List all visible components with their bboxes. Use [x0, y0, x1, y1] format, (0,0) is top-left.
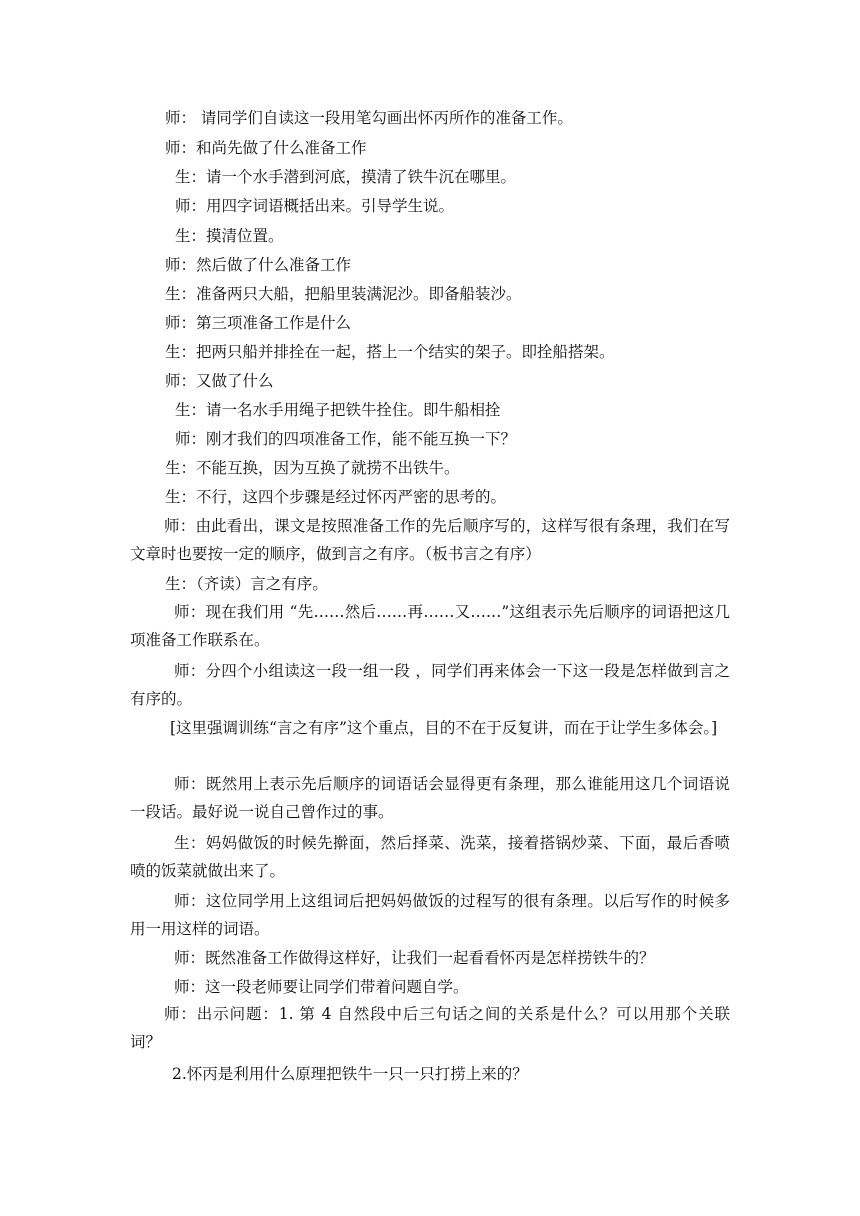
- paragraph: 生：准备两只大船，把船里装满泥沙。即备船装沙。: [165, 285, 522, 303]
- paragraph: 师：现在我们用 “先……然后……再……又……”这组表示先后顺序的词语把这几项准备工作联系在。: [130, 603, 730, 649]
- paragraph: 师：然后做了什么准备工作: [165, 256, 352, 274]
- paragraph: 生：妈妈做饭的时候先擀面，然后择菜、洗菜，接着搭锅炒菜、下面，最后香喷喷的饭菜就做出来了。: [130, 834, 730, 880]
- paragraph: 师：出示问题：1. 第 4 自然段中后三句话之间的关系是什么？可以用那个关联词？: [130, 1005, 730, 1051]
- paragraph: 生：（齐读）言之有序。: [165, 575, 328, 593]
- annotation-note: [这里强调训练“言之有序”这个重点，目的不在于反复讲，而在于让学生多体会。]: [170, 719, 718, 737]
- paragraph: 师：分四个小组读这一段一组一段 ，同学们再来体会一下这一段是怎样做到言之有序的。: [130, 662, 730, 708]
- paragraph: 师：又做了什么: [165, 372, 274, 390]
- paragraph: 2.怀丙是利用什么原理把铁牛一只一只打捞上来的？: [172, 1065, 528, 1083]
- paragraph: 生：摸清位置。: [175, 227, 284, 245]
- paragraph: 生：请一个水手潜到河底，摸清了铁牛沉在哪里。: [175, 168, 517, 186]
- paragraph: 师：既然准备工作做得这样好，让我们一起看看怀丙是怎样捞铁牛的？: [174, 949, 655, 967]
- paragraph: 师：第三项准备工作是什么: [165, 314, 352, 332]
- paragraph: 师：和尚先做了什么准备工作: [165, 139, 367, 157]
- paragraph: 师： 请同学们自读这一段用笔勾画出怀丙所作的准备工作。: [165, 109, 573, 127]
- paragraph: 师：刚才我们的四项准备工作，能不能互换一下？: [175, 430, 517, 448]
- paragraph: 师：用四字词语概括出来。引导学生说。: [175, 197, 455, 215]
- paragraph: 生：把两只船并排拴在一起，搭上一个结实的架子。即拴船搭架。: [165, 343, 615, 361]
- paragraph: 生：不能互换，因为互换了就捞不出铁牛。: [165, 459, 460, 477]
- paragraph: 师：这位同学用上这组词后把妈妈做饭的过程写的很有条理。以后写作的时候多用一用这样的词语。: [130, 892, 730, 938]
- paragraph: 师：既然用上表示先后顺序的词语话会显得更有条理，那么谁能用这几个词语说一段话。最好说一说自己曾作过的事。: [130, 775, 730, 821]
- paragraph: 生：请一名水手用绳子把铁牛拴住。即牛船相拴: [175, 401, 501, 419]
- paragraph: 生：不行，这四个步骤是经过怀丙严密的思考的。: [165, 488, 507, 506]
- paragraph: 师：由此看出，课文是按照准备工作的先后顺序写的，这样写很有条理，我们在写文章时也要按一定的顺序，做到言之有序。（板书言之有序）: [130, 517, 730, 563]
- paragraph: 师：这一段老师要让同学们带着问题自学。: [174, 978, 469, 996]
